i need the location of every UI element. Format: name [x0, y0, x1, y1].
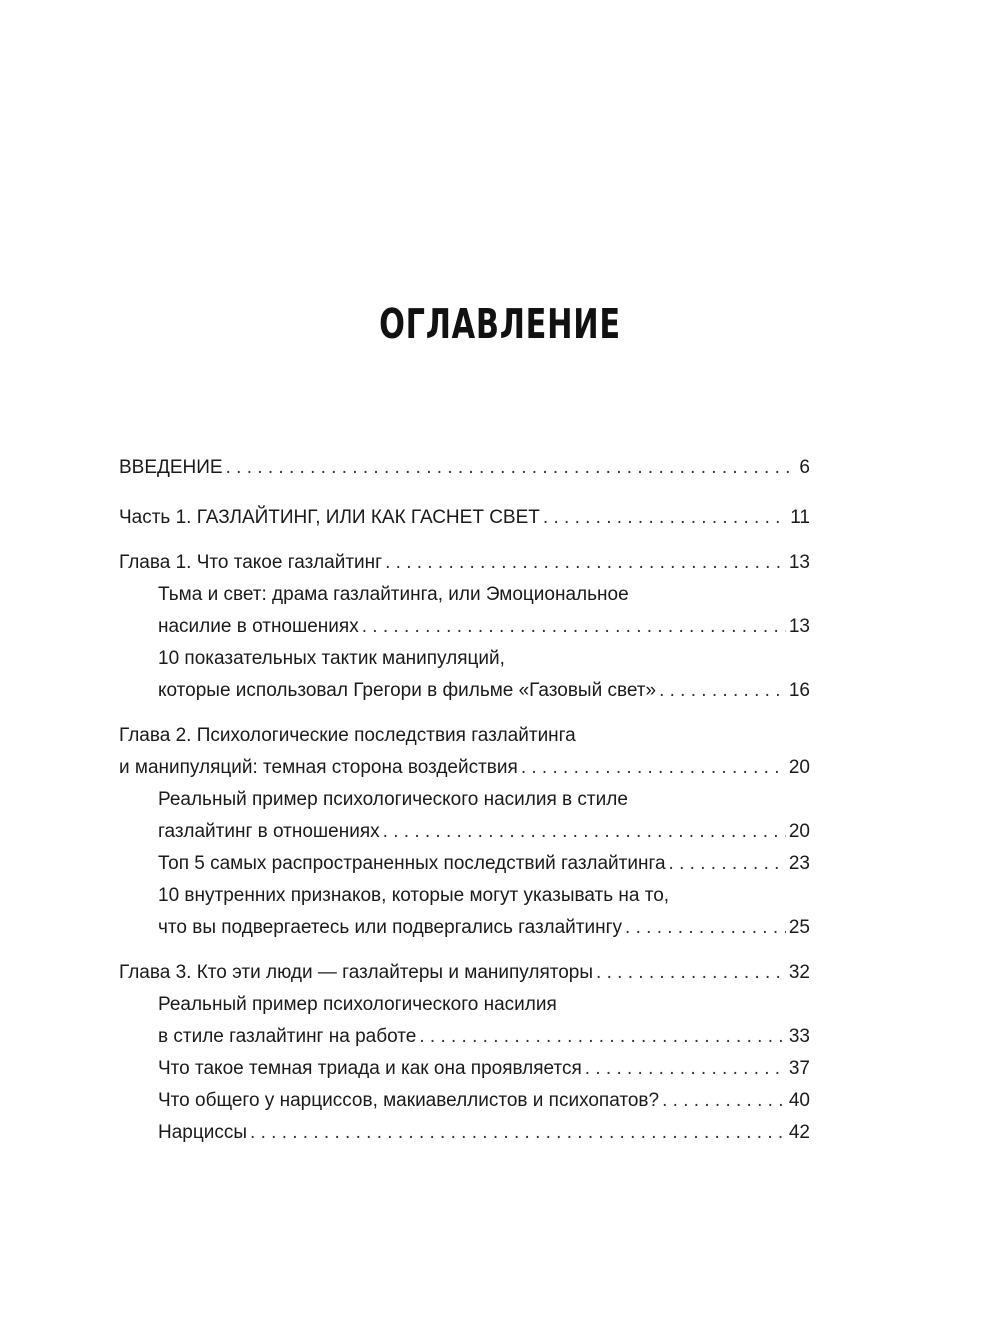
toc-entry-section[interactable] [158, 880, 810, 944]
toc-entry-title: в стиле газлайтинг на работе [158, 1026, 417, 1047]
toc-entry-chapter-3[interactable] [119, 957, 810, 989]
dot-leader [362, 611, 786, 643]
toc-page-number: 11 [790, 507, 810, 528]
toc-page-number: 13 [788, 616, 810, 637]
toc-page-number: 16 [788, 680, 810, 701]
dot-leader [385, 547, 786, 579]
toc-entry-chapter-1[interactable] [119, 547, 810, 579]
toc-page-number: 25 [788, 917, 810, 938]
dot-leader [543, 502, 787, 534]
toc-page-number: 37 [788, 1058, 810, 1079]
toc-page-number: 6 [799, 457, 810, 478]
toc-entry-section[interactable] [158, 1053, 810, 1085]
dot-leader [625, 912, 786, 944]
page-title: ОГЛАВЛЕНИЕ [379, 300, 621, 348]
toc-entry-part-1[interactable] [119, 502, 810, 534]
toc-entry-title: Нарциссы [158, 1122, 248, 1143]
toc-page-number: 32 [788, 962, 810, 983]
toc-entry-chapter-2[interactable] [119, 720, 810, 784]
toc-page-number: 20 [788, 757, 810, 778]
toc-entry-title: насилие в отношениях [158, 616, 359, 637]
dot-leader [383, 816, 786, 848]
toc-page-number: 20 [788, 821, 810, 842]
toc-entry-title: газлайтинг в отношениях [158, 821, 380, 842]
dot-leader [662, 1085, 786, 1117]
toc-entry-title: Глава 1. Что такое газлайтинг [119, 552, 383, 573]
toc-entry-title-line: 10 внутренних признаков, которые могут указывать на то, [158, 885, 670, 906]
dot-leader [659, 675, 786, 707]
toc-entry-title: Глава 3. Кто эти люди — газлайтеры и манипуляторы [119, 962, 594, 983]
toc-entry-title: Часть 1. ГАЗЛАЙТИНГ, ИЛИ КАК ГАСНЕТ СВЕТ [119, 507, 540, 528]
toc-page-number: 40 [788, 1090, 810, 1111]
toc-entry-title-line: 10 показательных тактик манипуляций, [158, 648, 505, 669]
toc-entry-title: которые использовал Грегори в фильме «Газовый свет» [158, 680, 657, 701]
toc-page-number: 13 [788, 552, 810, 573]
toc-page-number: 23 [788, 853, 810, 874]
dot-leader [669, 848, 786, 880]
toc-entry-title: и манипуляций: темная сторона воздействия [119, 757, 518, 778]
toc-entry-title: ВВЕДЕНИЕ [119, 457, 223, 478]
toc-entry-title-line: Тьма и свет: драма газлайтинга, или Эмоциональное [158, 584, 629, 605]
dot-leader [419, 1021, 786, 1053]
table-of-contents [119, 452, 810, 1149]
toc-page-number: 42 [788, 1122, 810, 1143]
toc-entry-section[interactable] [158, 784, 810, 848]
toc-entry-section[interactable] [158, 848, 810, 880]
dot-leader [585, 1053, 786, 1085]
toc-entry-title: Что такое темная триада и как она проявляется [158, 1058, 582, 1079]
toc-page-number: 33 [788, 1026, 810, 1047]
toc-entry-title-line: Глава 2. Психологические последствия газлайтинга [119, 725, 576, 746]
dot-leader [596, 957, 786, 989]
toc-entry-introduction[interactable] [119, 452, 810, 484]
dot-leader [226, 452, 797, 484]
toc-entry-title: Топ 5 самых распространенных последствий газлайтинга [158, 853, 666, 874]
dot-leader [250, 1117, 786, 1149]
toc-entry-section[interactable] [158, 989, 810, 1053]
toc-entry-section[interactable] [158, 1117, 810, 1149]
toc-entry-title: Что общего у нарциссов, макиавеллистов и психопатов? [158, 1090, 660, 1111]
toc-entry-section[interactable] [158, 579, 810, 643]
dot-leader [521, 752, 786, 784]
toc-entry-section[interactable] [158, 1085, 810, 1117]
toc-entry-section[interactable] [158, 643, 810, 707]
toc-entry-title-line: Реальный пример психологического насилия [158, 994, 557, 1015]
toc-entry-title: что вы подвергаетесь или подвергались газлайтингу [158, 917, 623, 938]
toc-entry-title-line: Реальный пример психологического насилия в стиле [158, 789, 628, 810]
